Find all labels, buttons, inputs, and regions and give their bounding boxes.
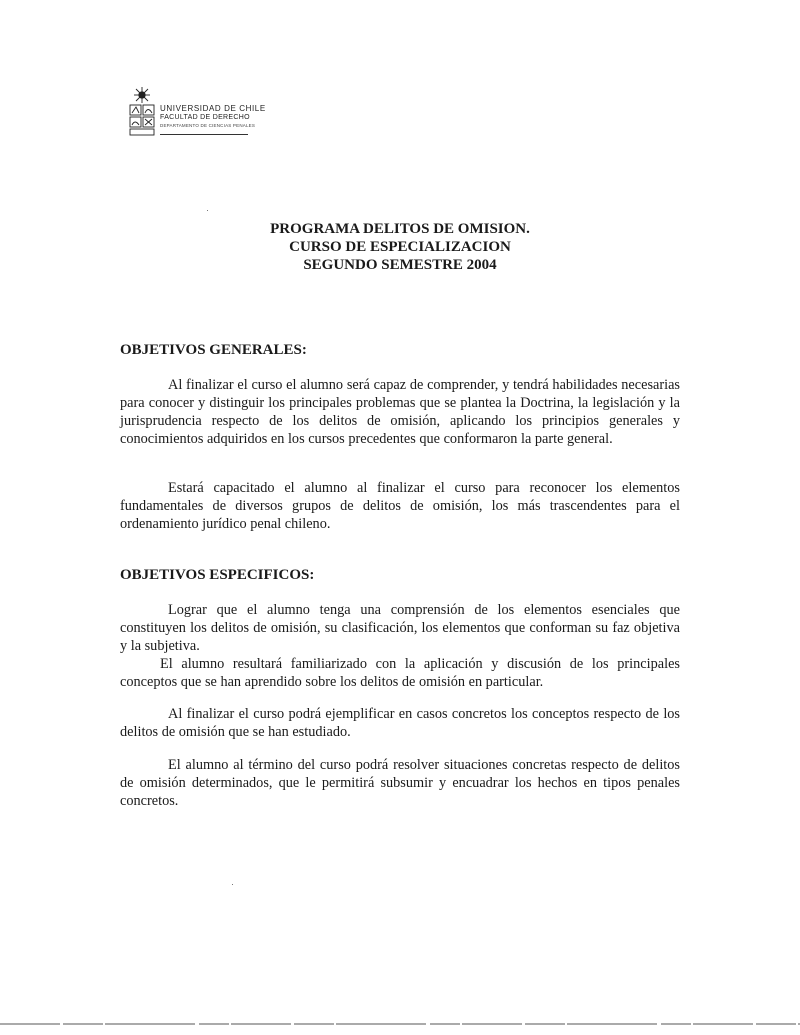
university-crest-icon — [128, 86, 156, 138]
especificos-paragraph-2: El alumno resultará familiarizado con la aplicación y discusión de los principales conceptos que se han aprendido sobre los delitos de omisión en particular. — [120, 656, 680, 690]
letterhead-university: UNIVERSIDAD DE CHILE — [160, 104, 266, 113]
title-line-1: PROGRAMA DELITOS DE OMISION. — [270, 221, 530, 237]
document-title — [0, 220, 800, 274]
especificos-paragraph-3: Al finalizar el curso podrá ejemplificar en casos concretos los conceptos respecto de los delitos de omisión que se han estudiado. — [120, 706, 680, 740]
letterhead-department: DEPARTAMENTO DE CIENCIAS PENALES — [160, 123, 256, 128]
letterhead-text — [160, 104, 266, 129]
title-line-2: CURSO DE ESPECIALIZACION — [289, 239, 511, 255]
generales-paragraph-2: Estará capacitado el alumno al finalizar el curso para reconocer los elementos fundamentales de diversos grupos de delitos de omisión, los más trascendentes para el ordenamiento jurídico penal chileno. — [120, 480, 680, 532]
especificos-paragraph-4: El alumno al término del curso podrá resolver situaciones concretas respecto de delitos de omisión determinados, que le permitirá subsumir y encuadrar los hechos en tipos penales concretos. — [120, 757, 680, 809]
letterhead-rule — [160, 134, 248, 135]
scan-speck — [207, 210, 208, 211]
letterhead — [128, 86, 308, 142]
title-line-3: SEGUNDO SEMESTRE 2004 — [303, 257, 497, 273]
scan-speck — [232, 884, 233, 885]
heading-objetivos-generales: OBJETIVOS GENERALES: — [120, 342, 307, 358]
letterhead-faculty: FACULTAD DE DERECHO — [160, 114, 250, 121]
heading-objetivos-especificos: OBJETIVOS ESPECIFICOS: — [120, 567, 315, 583]
especificos-paragraph-1: Lograr que el alumno tenga una comprensión de los elementos esenciales que constituyen los delitos de omisión, su clasificación, los elementos que conforman su faz objetiva y la subjetiva. — [120, 602, 680, 654]
scan-edge-line — [0, 1023, 800, 1025]
generales-paragraph-1: Al finalizar el curso el alumno será capaz de comprender, y tendrá habilidades necesarias para conocer y distinguir los principales problemas que se plantea la Doctrina, la legislación y la jurisprudencia respecto de los delitos de omisión, aplicando los principios generales y conocimientos adquiridos en los cursos precedentes que conformaron la parte general. — [120, 377, 680, 447]
